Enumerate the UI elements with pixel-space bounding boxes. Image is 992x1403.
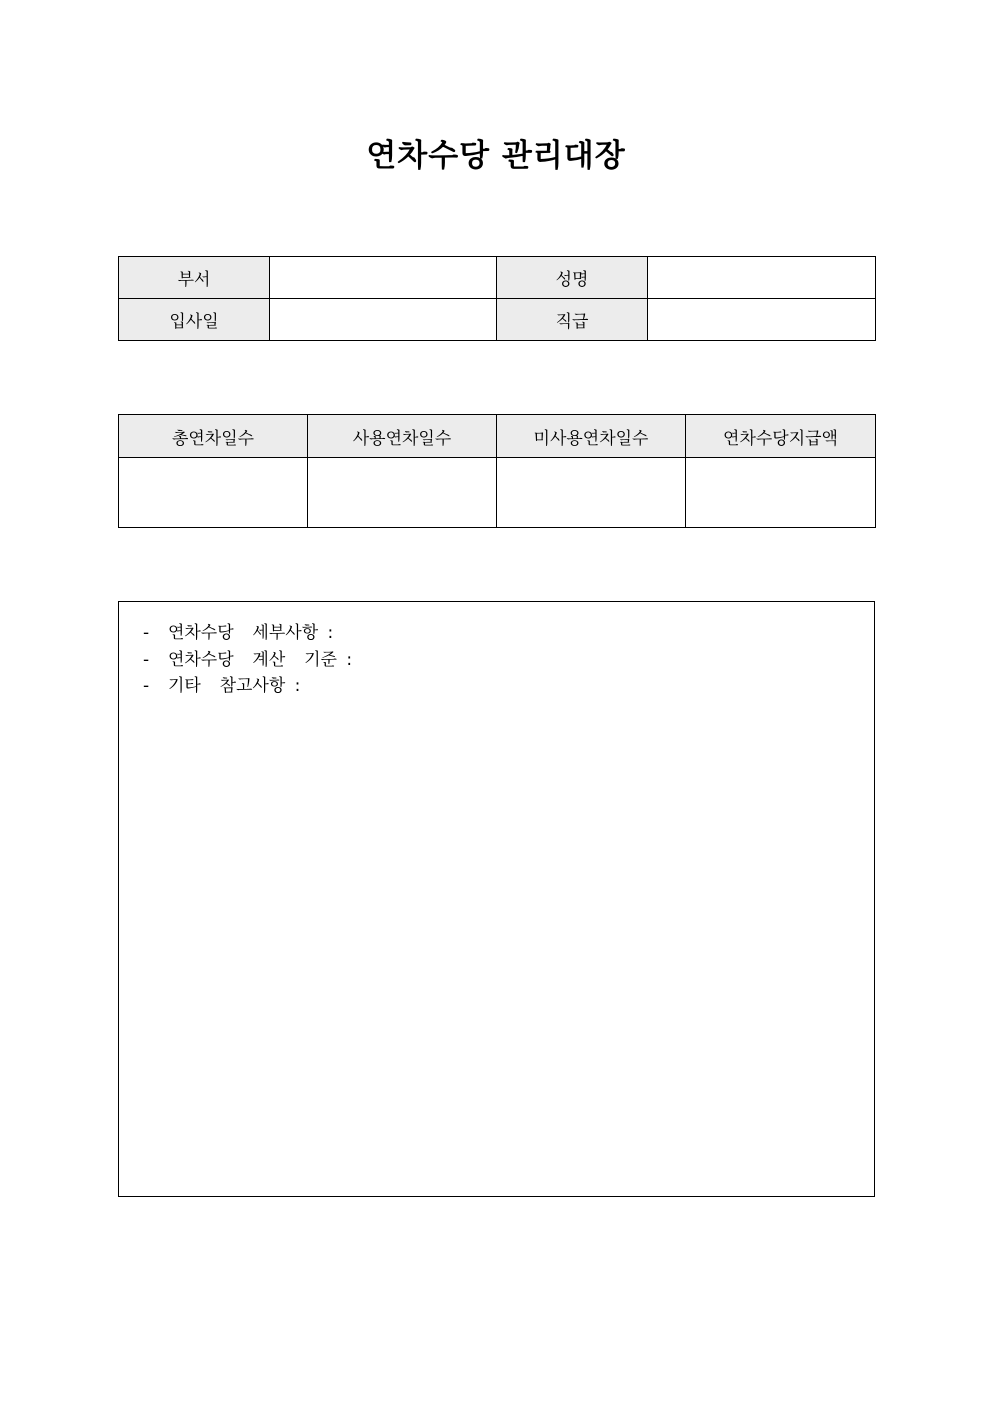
total-leave-days-header: 총연차일수 bbox=[119, 415, 308, 458]
name-field[interactable] bbox=[648, 257, 876, 299]
table-row bbox=[119, 299, 876, 341]
employee-info-table bbox=[118, 256, 876, 341]
table-row bbox=[119, 458, 876, 528]
list-item: - 연차수당 세부사항 : bbox=[143, 623, 334, 643]
leave-allowance-amount-field[interactable] bbox=[686, 458, 876, 528]
total-leave-days-field[interactable] bbox=[119, 458, 308, 528]
table-header-row bbox=[119, 415, 876, 458]
used-leave-days-header: 사용연차일수 bbox=[308, 415, 497, 458]
leave-allowance-amount-header: 연차수당지급액 bbox=[686, 415, 876, 458]
leave-summary-table bbox=[118, 414, 876, 528]
document-title: 연차수당 관리대장 bbox=[366, 138, 626, 174]
list-item: - 기타 참고사항 : bbox=[143, 676, 301, 696]
notes-box[interactable] bbox=[118, 601, 875, 1197]
position-field[interactable] bbox=[648, 299, 876, 341]
table-row bbox=[119, 257, 876, 299]
unused-leave-days-header: 미사용연차일수 bbox=[497, 415, 686, 458]
notes-list bbox=[143, 620, 352, 700]
used-leave-days-field[interactable] bbox=[308, 458, 497, 528]
department-label: 부서 bbox=[119, 257, 270, 299]
name-label: 성명 bbox=[497, 257, 648, 299]
hire-date-label: 입사일 bbox=[119, 299, 270, 341]
list-item: - 연차수당 계산 기준 : bbox=[143, 649, 353, 670]
position-label: 직급 bbox=[497, 299, 648, 341]
department-field[interactable] bbox=[270, 257, 497, 299]
unused-leave-days-field[interactable] bbox=[497, 458, 686, 528]
hire-date-field[interactable] bbox=[270, 299, 497, 341]
